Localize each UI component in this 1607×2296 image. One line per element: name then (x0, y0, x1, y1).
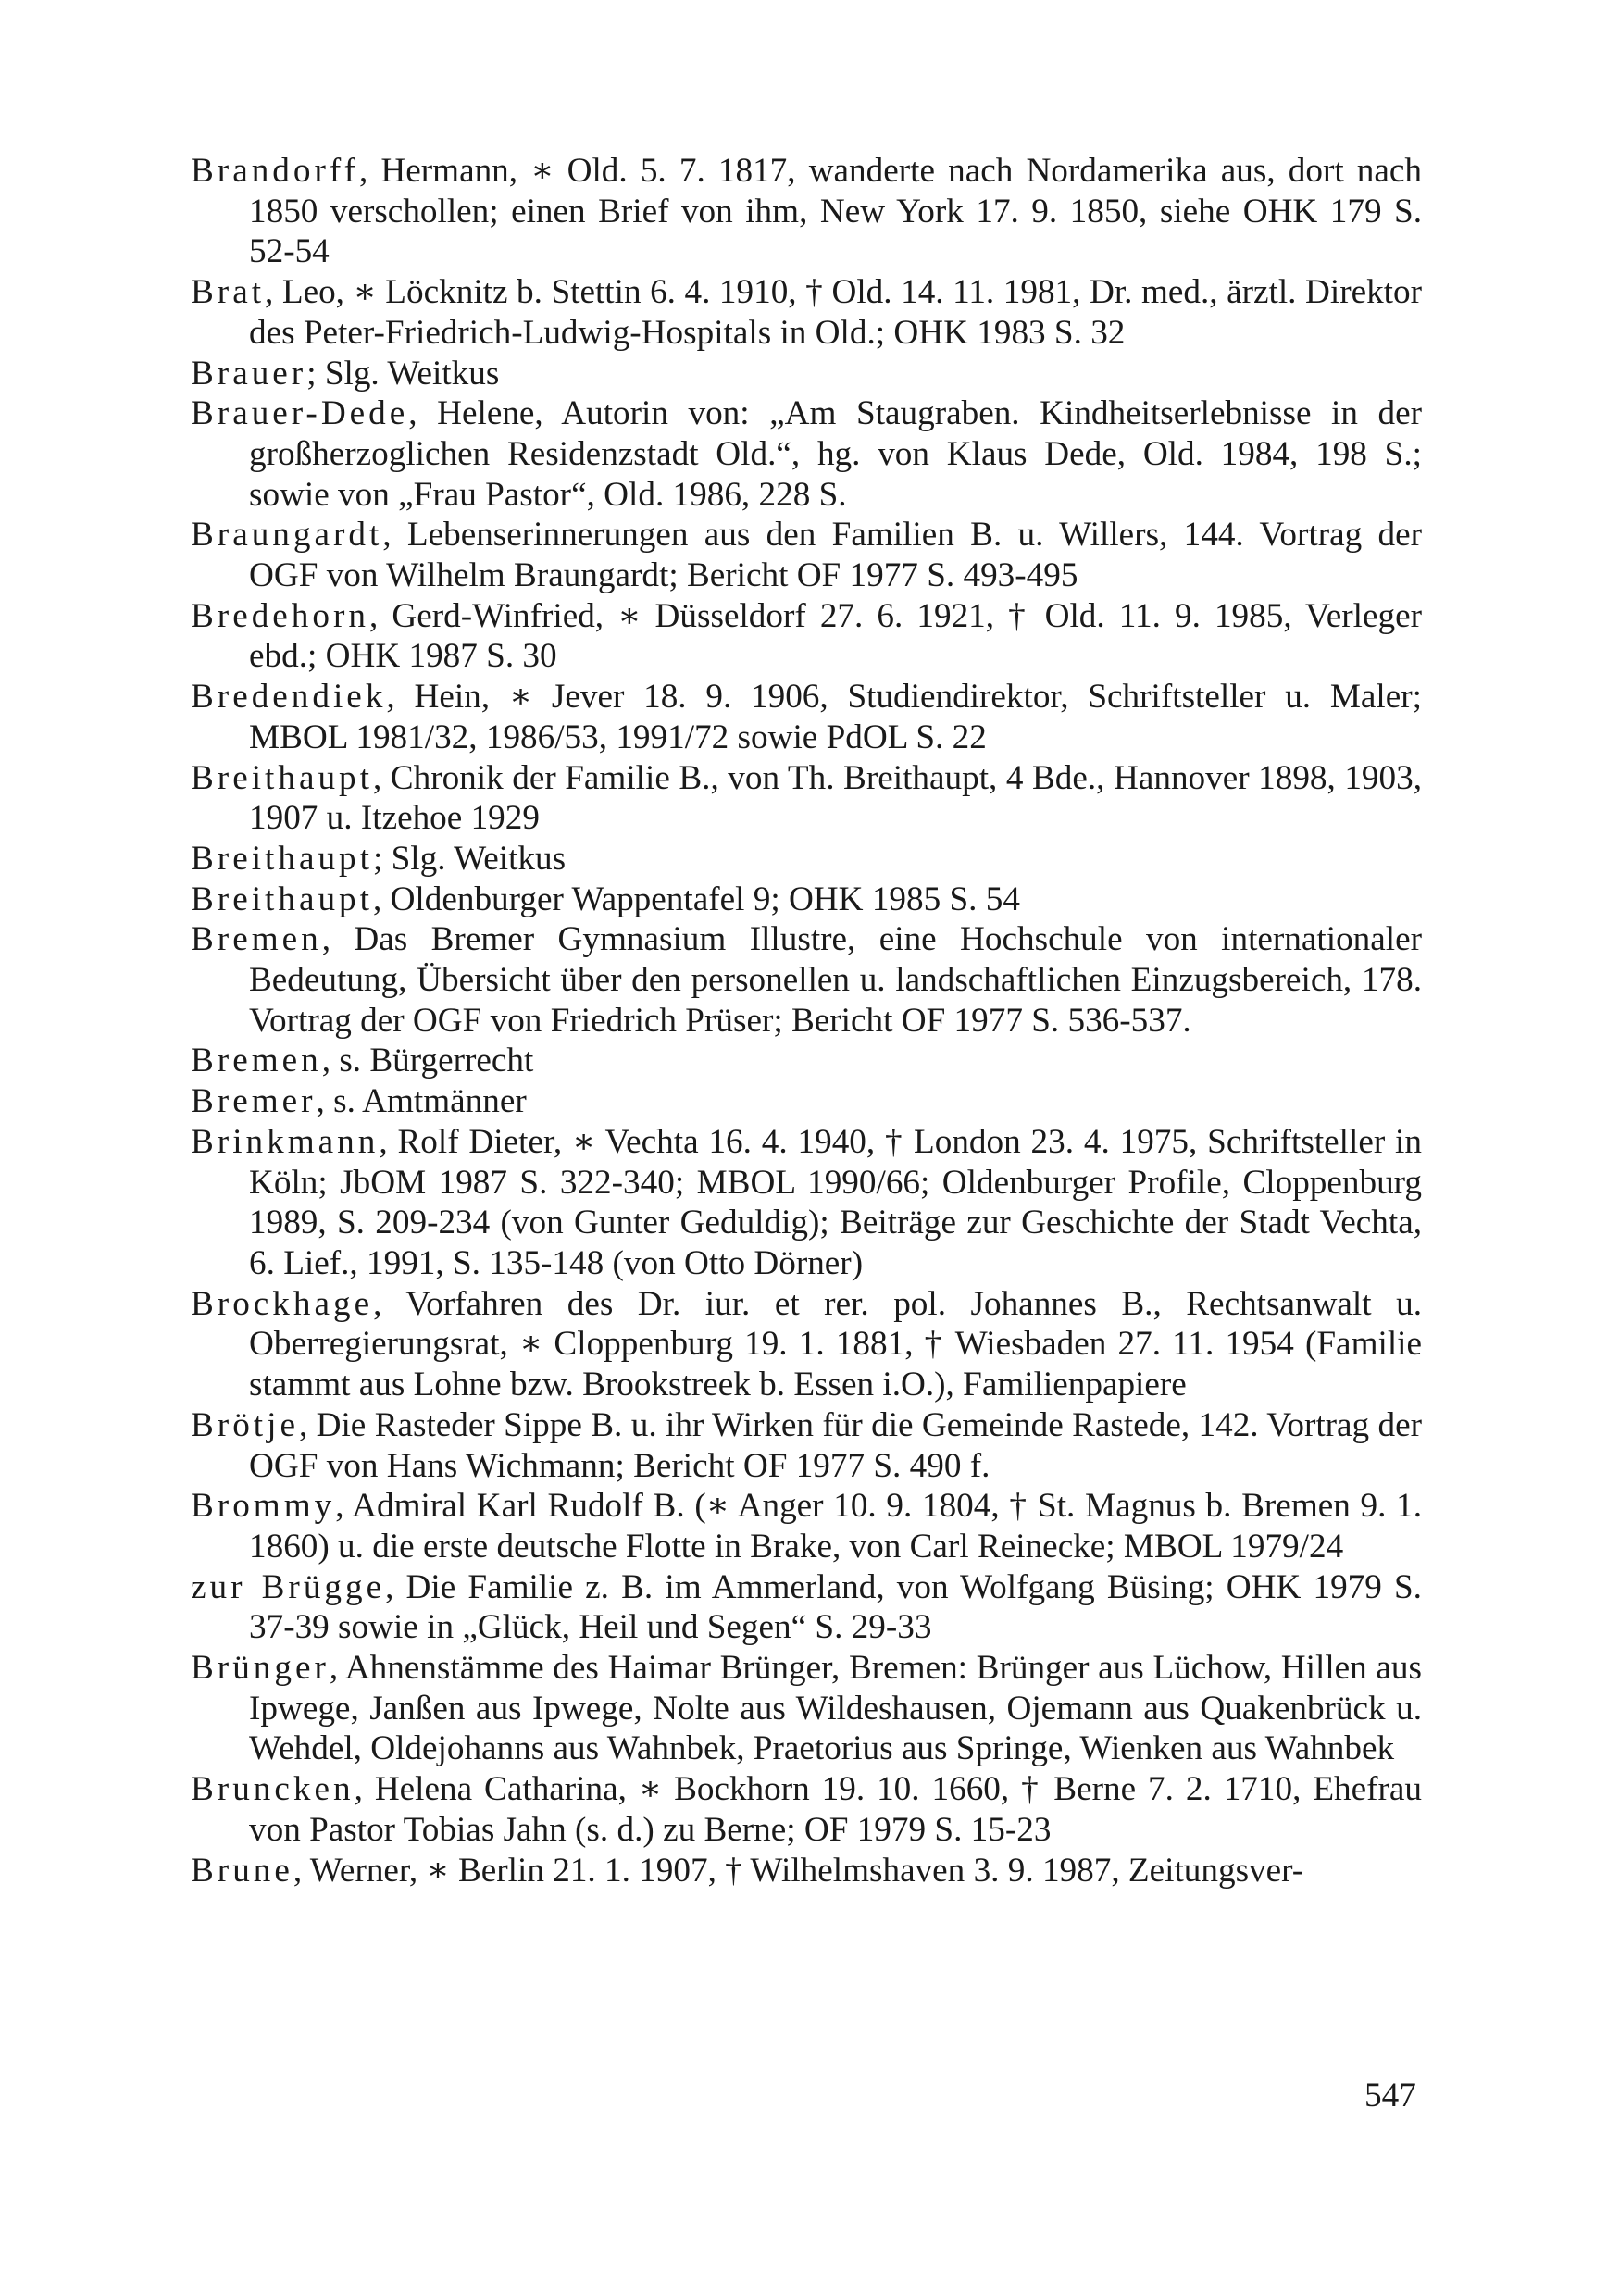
entry-text: , Hermann, ∗ Old. 5. 7. 1817, wanderte nach Nordamerika aus, dort nach 1850 verschollen; einen Brief von ihm, New York 17. 9. 1850, siehe OHK 179 S. 52-54 (249, 152, 1422, 271)
entry (191, 1081, 1422, 1122)
entry (191, 1284, 1422, 1405)
entry-text: , Hein, ∗ Jever 18. 9. 1906, Studiendirektor, Schriftsteller u. Maler; MBOL 1981/32, 1986/53, 1991/72 sowie PdOL S. 22 (249, 678, 1422, 756)
entry-text: , s. Amtmänner (316, 1082, 527, 1121)
entry (191, 1405, 1422, 1486)
entry-headword: Bremer (191, 1082, 317, 1121)
entry (191, 1769, 1422, 1850)
entry (191, 758, 1422, 839)
entry-text: , s. Bürgerrecht (321, 1042, 534, 1080)
entry (191, 677, 1422, 757)
entry (191, 515, 1422, 595)
entry-headword: Brandorff (191, 152, 359, 190)
entry-text: , Helena Catharina, ∗ Bockhorn 19. 10. 1660, † Berne 7. 2. 1710, Ehefrau von Pastor Tobias Jahn (s. d.) zu Berne; OF 1979 S. 15-23 (249, 1770, 1422, 1849)
entry-text: ; Slg. Weitkus (372, 839, 567, 878)
entry-headword: Bredehorn (191, 596, 369, 635)
entry-headword: Bredendiek (191, 678, 387, 717)
entry-headword: Brinkmann (191, 1122, 380, 1161)
entry-text: , Die Familie z. B. im Ammerland, von Wolfgang Büsing; OHK 1979 S. 37-39 sowie in „Glück, Heil und Segen“ S. 29-33 (249, 1567, 1422, 1647)
entry (191, 839, 1422, 880)
entry-text: , Rolf Dieter, ∗ Vechta 16. 4. 1940, † London 23. 4. 1975, Schriftsteller in Köln; JbOM 1987 S. 322-340; MBOL 1990/66; Oldenburger Profile, Cloppenburg 1989, S. 209-234 (von Gunter Geduldig); Beiträge zur Geschichte der Stadt Vechta, 6. Lief., 1991, S. 135-148 (von Otto Dörner) (249, 1122, 1422, 1282)
register-column (191, 151, 1422, 1890)
entry (191, 354, 1422, 394)
entry-headword: Brommy (191, 1487, 336, 1526)
entry-text: , Werner, ∗ Berlin 21. 1. 1907, † Wilhelmshaven 3. 9. 1987, Zeitungsver- (293, 1851, 1304, 1890)
entry-headword: Breithaupt (191, 758, 373, 797)
entry-headword: Brünger (191, 1649, 330, 1688)
entry-headword: Brockhage (191, 1284, 374, 1323)
entry (191, 1041, 1422, 1081)
entry (191, 1486, 1422, 1566)
entry (191, 393, 1422, 515)
entry (191, 596, 1422, 677)
entry-headword: Bruncken (191, 1770, 355, 1809)
entry-headword: zur Brügge (191, 1567, 386, 1606)
page-number: 547 (1364, 2077, 1416, 2115)
entry-headword: Brauer-Dede (191, 394, 409, 433)
entry (191, 880, 1422, 920)
entry (191, 272, 1422, 353)
entry-headword: Breithaupt (191, 880, 373, 918)
entry-text: , Die Rasteder Sippe B. u. ihr Wirken für die Gemeinde Rastede, 142. Vortrag der OGF von Hans Wichmann; Bericht OF 1977 S. 490 f. (249, 1405, 1422, 1485)
entry-headword: Bremen (191, 920, 322, 959)
entry-text: , Lebenserinnerungen aus den Familien B. u. Willers, 144. Vortrag der OGF von Wilhelm Braungardt; Bericht OF 1977 S. 493-495 (249, 516, 1422, 595)
entry (191, 1567, 1422, 1648)
entry-text: , Gerd-Winfried, ∗ Düsseldorf 27. 6. 1921, † Old. 11. 9. 1985, Verleger ebd.; OHK 1987 S. 30 (249, 596, 1422, 676)
entry (191, 1648, 1422, 1769)
entry (191, 919, 1422, 1041)
entry-text: ; Slg. Weitkus (306, 354, 500, 393)
entry-headword: Brötje (191, 1405, 299, 1444)
entry-text: , Das Bremer Gymnasium Illustre, eine Hochschule von internationaler Bedeutung, Übersicht über den personellen u. landschaftlichen Einzugsbereich, 178. Vortrag der OGF von Friedrich Prüser; Bericht OF 1977 S. 536-537. (249, 920, 1422, 1040)
entry (191, 151, 1422, 272)
entry-headword: Braungardt (191, 516, 383, 555)
entry (191, 1851, 1422, 1891)
entry-text: , Ahnenstämme des Haimar Brünger, Bremen: Brünger aus Lüchow, Hillen aus Ipwege, Janßen aus Ipwege, Nolte aus Wildeshausen, Ojemann aus Quakenbrück u. Wehdel, Oldejohanns aus Wahnbek, Praetorius aus Springe, Wienken aus Wahnbek (249, 1649, 1422, 1768)
entry-headword: Breithaupt (191, 839, 373, 878)
entry-text: , Admiral Karl Rudolf B. (∗ Anger 10. 9. 1804, † St. Magnus b. Bremen 9. 1. 1860) u. die erste deutsche Flotte in Brake, von Carl Reinecke; MBOL 1979/24 (249, 1487, 1422, 1566)
entry-headword: Bremen (191, 1042, 322, 1080)
entry-text: , Chronik der Familie B., von Th. Breithaupt, 4 Bde., Hannover 1898, 1903, 1907 u. Itzehoe 1929 (249, 758, 1422, 838)
entry-text: , Vorfahren des Dr. iur. et rer. pol. Johannes B., Rechtsanwalt u. Oberregierungsrat, ∗ Cloppenburg 19. 1. 1881, † Wiesbaden 27. 11. 1954 (Familie stammt aus Lohne bzw. Brookstreek b. Essen i.O.), Familienpapiere (249, 1284, 1422, 1404)
entry-headword: Brauer (191, 354, 307, 393)
entry (191, 1122, 1422, 1284)
entry-text: , Leo, ∗ Löcknitz b. Stettin 6. 4. 1910, † Old. 14. 11. 1981, Dr. med., ärztl. Direktor des Peter-Friedrich-Ludwig-Hospitals in Old.; OHK 1983 S. 32 (249, 273, 1422, 352)
entry-text: , Oldenburger Wappentafel 9; OHK 1985 S. 54 (372, 880, 1020, 918)
entry-text: , Helene, Autorin von: „Am Staugraben. Kindheitserlebnisse in der großherzoglichen Residenzstadt Old.“, hg. von Klaus Dede, Old. 1984, 198 S.; sowie von „Frau Pastor“, Old. 1986, 228 S. (249, 394, 1422, 514)
entry-headword: Brune (191, 1851, 293, 1890)
entry-headword: Brat (191, 273, 266, 312)
